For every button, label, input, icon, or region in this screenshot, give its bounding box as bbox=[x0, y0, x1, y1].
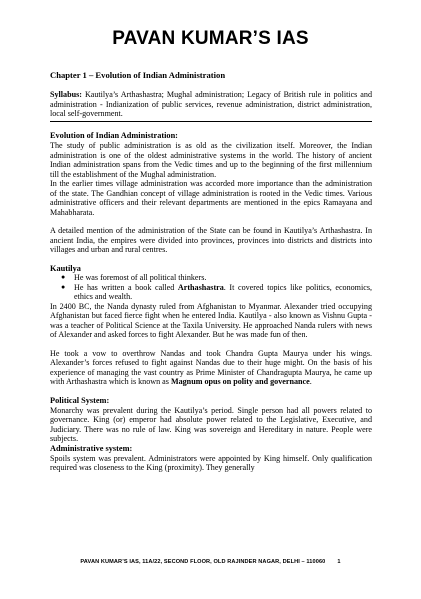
kautilya-paragraph-2 bbox=[50, 349, 372, 387]
page-number: 1 bbox=[337, 559, 341, 565]
section-heading-political-system: Political System: bbox=[50, 395, 110, 405]
footer-address: PAVAN KUMAR’S IAS, 11A/22, SECOND FLOOR, OLD RAJINDER NAGAR, DELHI – 110060 bbox=[80, 559, 326, 565]
section-heading-kautilya: Kautilya bbox=[50, 263, 81, 273]
syllabus-label: Syllabus: bbox=[50, 90, 82, 99]
list-item bbox=[61, 282, 372, 302]
bullet-text-bold: Arthashastra bbox=[177, 282, 224, 292]
page-header-title: PAVAN KUMAR’S IAS bbox=[112, 28, 309, 49]
section-heading-administrative-system: Administrative system: bbox=[50, 443, 133, 453]
kautilya-paragraph-1: In 2400 BC, the Nanda dynasty ruled from Afghanistan to Myanmar. Alexander tried occupying Afghanistan but faced fierce fight when he entered India. Kautilya - also known as Vishnu Gupta - was a teacher of Political Science at the Taxila University. He approached Nanda rulers with news of Alexander and asked forces to fight Alexander. But he was made fun of then. bbox=[50, 301, 372, 340]
page-footer bbox=[0, 559, 421, 565]
administrative-paragraph-1: Spoils system was prevalent. Administrators were appointed by King himself. Only qualification required was closeness to the King (proximity). They generally bbox=[50, 453, 372, 473]
syllabus-text: Kautilya’s Arthashastra; Mughal administration; Legacy of British rule in politics and administration - Indianization of public services, revenue administration, district administration, local self-government. bbox=[50, 90, 372, 119]
section-heading-evolution: Evolution of Indian Administration: bbox=[50, 131, 178, 141]
political-paragraph-1: Monarchy was prevalent during the Kautilya’s period. Single person had all powers related to governance. King (or) emperor had absolute power related to the Legislative, Executive, and Judiciary. There was no rule of law. King was sovereign and Hereditary in nature. People were subjects. bbox=[50, 405, 372, 444]
kautilya-p2-text: He took a vow to overthrow Nandas and took Chandra Gupta Maurya under his wings. Alexander’s forces refused to fight against Nandas due to their huge might. On the basis of his experience of managing the vast country as Prime Minister of Chandragupta Maurya, he came up with Arthashastra which is known as bbox=[50, 348, 372, 387]
bullet-text-post: . It covered topics like politics, economics, ethics and wealth. bbox=[74, 282, 372, 302]
document-body bbox=[50, 70, 372, 473]
bullet-text-pre: He has written a book called bbox=[74, 282, 178, 292]
kautilya-p2-bold: Magnum opus on polity and governance bbox=[170, 377, 310, 387]
evolution-paragraph-1: The study of public administration is as old as the civilization itself. Moreover, the Indian administration is one of the oldest administrative systems in the world. The history of ancient Indian administration spans from the Vedic times and up to the beginning of the first millennium till the establishment of the Mughal administration. bbox=[50, 141, 372, 179]
bullet-icon: ● bbox=[61, 273, 66, 282]
chapter-title: Chapter 1 – Evolution of Indian Administration bbox=[50, 70, 226, 80]
evolution-paragraph-3: A detailed mention of the administration of the State can be found in Kautilya’s Arthashastra. In ancient India, the empires were divided into provinces, provinces into districts and districts into villages and urban and rural centres. bbox=[50, 226, 372, 255]
syllabus-paragraph bbox=[50, 90, 372, 122]
kautilya-p2-end: . bbox=[309, 377, 312, 387]
bullet-icon: ● bbox=[61, 282, 66, 291]
list-item bbox=[61, 273, 372, 283]
kautilya-bullet-list bbox=[50, 273, 372, 302]
bullet-text: He was foremost of all political thinkers. bbox=[74, 273, 207, 283]
evolution-paragraph-2: In the earlier times village administration was accorded more importance than the administration of the state. The Gandhian concept of village administration is rooted in the Vedic times. Various administrative officers and their relevant departments are mentioned in the epics Ramayana and Mahabharata. bbox=[50, 179, 372, 217]
